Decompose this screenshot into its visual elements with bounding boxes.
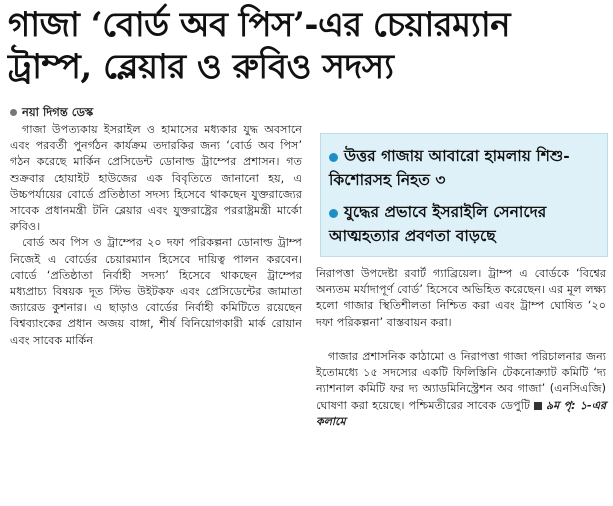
headline-line-2: ট্রাম্প, ব্লেয়ার ও রুবিও সদস্য <box>8 47 394 87</box>
highlight-text: উত্তর গাজায় আবারো হামলায় শিশু-কিশোরসহ নিহত ৩ <box>329 146 570 189</box>
headline-line-1: গাজা ‘বোর্ড অব পিস’-এর চেয়ারম্যান <box>8 5 510 45</box>
bullet-icon <box>10 109 17 116</box>
highlight-item <box>329 200 599 248</box>
continued-note: ৯ম পৃ: ১-এর কলামে <box>316 398 606 428</box>
highlights-box <box>320 133 608 257</box>
article-right-column-continued <box>316 349 606 430</box>
article-left-column <box>10 122 302 349</box>
paragraph: নিরাপত্তা উপদেষ্টা রবার্ট গ্যাব্রিয়েল। ট্রাম্প এ বোর্ডকে ‘বিশ্বের অন্যতম মর্যাদাপূর্ণ বোর্ড’ হিসেবে অভিহিত করেছেন। এর মূল লক্ষ্য হলো গাজার স্থিতিশীলতা নিশ্চিত করা এবং ট্রাম্প ঘোষিত ‘২০ দফা পরিকল্পনা’ বাস্তবায়ন করা। <box>316 267 606 329</box>
byline-text: নয়া দিগন্ত ডেস্ক <box>22 105 94 119</box>
continued-marker-icon <box>534 402 542 410</box>
highlight-text: যুদ্ধের প্রভাবে ইসরাইলি সেনাদের আত্মহত্যার প্রবণতা বাড়ছে <box>329 202 547 245</box>
bullet-icon <box>329 153 338 162</box>
paragraph-text: গাজার প্রশাসনিক কাঠামো ও নিরাপত্তা গাজা পরিচালনার জন্য ইতোমধ্যে ১৫ সদস্যের একটি ফিলিস্তিনি টেকনোক্র্যাট কমিটি ‘দ্য ন্যাশনাল কমিটি ফর দ্য অ্যাডমিনিস্ট্রেশন অব গাজা’ (এনসিএজি) ঘোষণা করা হয়েছে। পশ্চিমতীরের সাবেক ডেপুটি <box>316 350 606 412</box>
bullet-icon <box>329 209 338 218</box>
byline <box>10 104 93 123</box>
paragraph: গাজা উপত্যকায় ইসরাইল ও হামাসের মধ্যকার যুদ্ধ অবসানে এবং পরবর্তী পুনর্গঠন কার্যক্রম তদারকির জন্য ‘বোর্ড অব পিস’ গঠন করেছে মার্কিন প্রেসিডেন্ট ডোনাল্ড ট্রাম্পের প্রশাসন। গত শুক্রবার হোয়াইট হাউজের এক বিবৃতিতে জানানো হয়, এ উচ্চপর্যায়ের বোর্ডে প্রতিষ্ঠাতা সদস্য হিসেবে থাকছেন যুক্তরাজ্যের সাবেক প্রধানমন্ত্রী টনি ব্লেয়ার এবং যুক্তরাষ্ট্রের পররাষ্ট্রমন্ত্রী মার্কো রুবিও। <box>10 123 302 234</box>
paragraph <box>316 349 606 430</box>
highlight-item <box>329 144 599 192</box>
paragraph: বোর্ড অব পিস ও ট্রাম্পের ২০ দফা পরিকল্পনা ডোনাল্ড ট্রাম্প নিজেই এ বোর্ডের চেয়ারম্যান হিসেবে দায়িত্ব পালন করবেন। বোর্ডে ‘প্রতিষ্ঠাতা নির্বাহী সদস্য’ হিসেবে থাকছেন ট্রাম্পের মধ্যপ্রাচ্য বিষয়ক দূত স্টিভ উইটকফ এবং প্রেসিডেন্টের জামাতা জ্যারেড কুশনার। এ ছাড়াও বোর্ডের নির্বাহী কমিটিতে রয়েছেন বিশ্বব্যাংকের প্রধান অজয় বাঙ্গা, শীর্ষ বিনিয়োগকারী মার্ক রোয়ান এবং সাবেক মার্কিন <box>10 236 302 347</box>
article-right-column <box>316 266 606 331</box>
headline <box>8 4 606 88</box>
